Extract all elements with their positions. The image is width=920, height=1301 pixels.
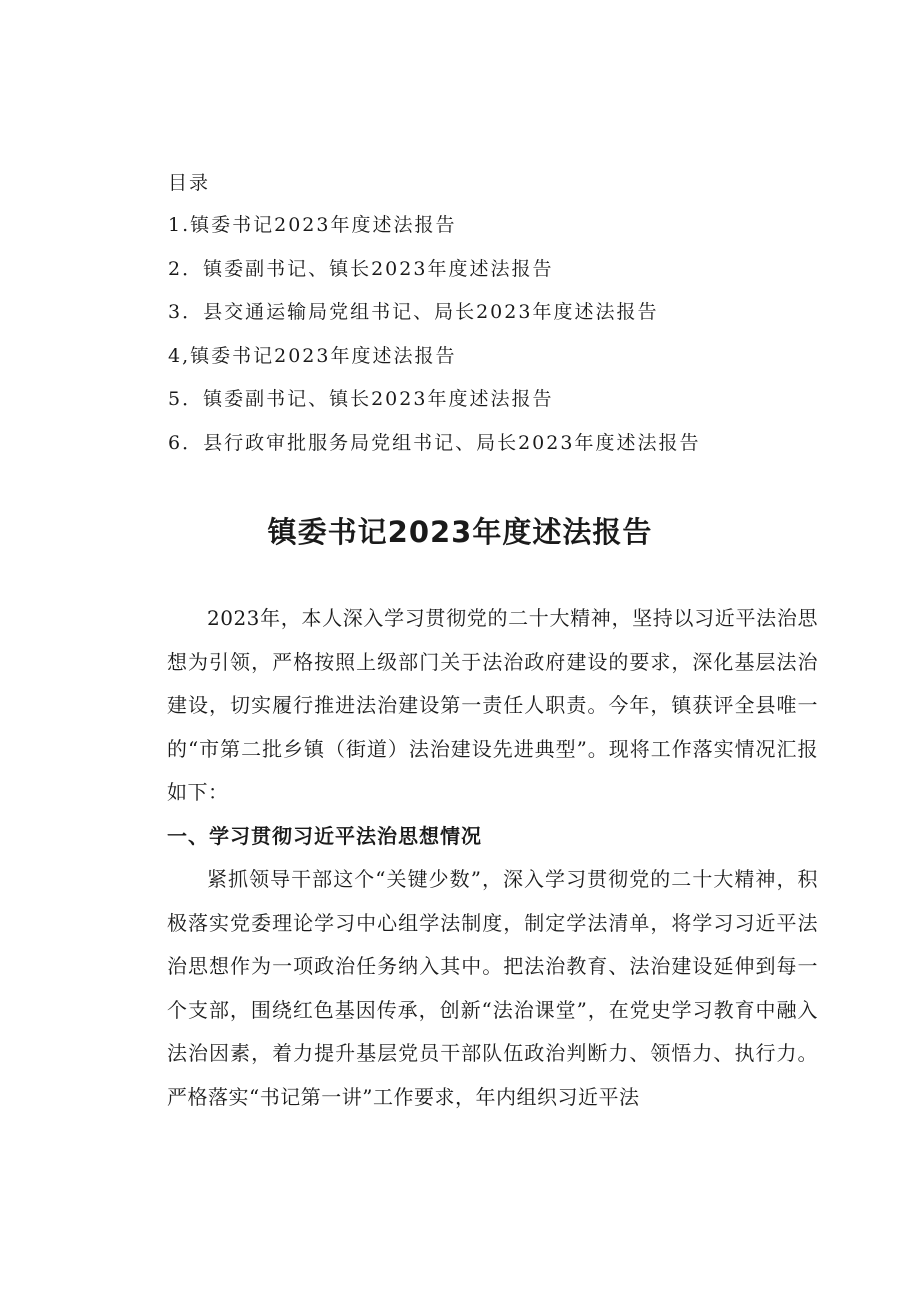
intro-paragraph: 2023年，本人深入学习贯彻党的二十大精神，坚持以习近平法治思想为引领，严格按照上级部门关于法治政府建设的要求，深化基层法治建设，切实履行推进法治建设第一责任人职责。今年，镇获评全县唯一的“市第二批乡镇（街道）法治建设先进典型”。现将工作落实情况汇报如下：	[167, 606, 818, 804]
document-title: 镇委书记2023年度述法报告	[267, 515, 653, 549]
section-heading: 一、学习贯彻习近平法治思想情况	[167, 823, 482, 848]
toc-item-4: 4,镇委书记2023年度述法报告	[168, 344, 457, 367]
document-body	[167, 597, 818, 1119]
toc-title: 目录	[168, 172, 211, 194]
section-paragraph: 紧抓领导干部这个“关键少数”，深入学习贯彻党的二十大精神，积极落实党委理论学习中心组学法制度，制定学法清单，将学习习近平法治思想作为一项政治任务纳入其中。把法治教育、法治建设延伸到每一个支部，围绕红色基因传承，创新“法治课堂”，在党史学习教育中融入法治因素，着力提升基层党员干部队伍政治判断力、领悟力、执行力。严格落实“书记第一讲”工作要求，年内组织习近平法	[167, 867, 818, 1109]
toc-list	[168, 210, 848, 471]
toc-item-6: 6．县行政审批服务局党组书记、局长2023年度述法报告	[168, 431, 701, 454]
toc-item-5: 5．镇委副书记、镇长2023年度述法报告	[168, 388, 554, 410]
toc-item-3: 3．县交通运输局党组书记、局长2023年度述法报告	[168, 301, 659, 323]
toc-item-2: 2．镇委副书记、镇长2023年度述法报告	[168, 257, 554, 280]
toc-item-1: 1.镇委书记2023年度述法报告	[168, 214, 457, 236]
table-of-contents	[168, 166, 848, 471]
